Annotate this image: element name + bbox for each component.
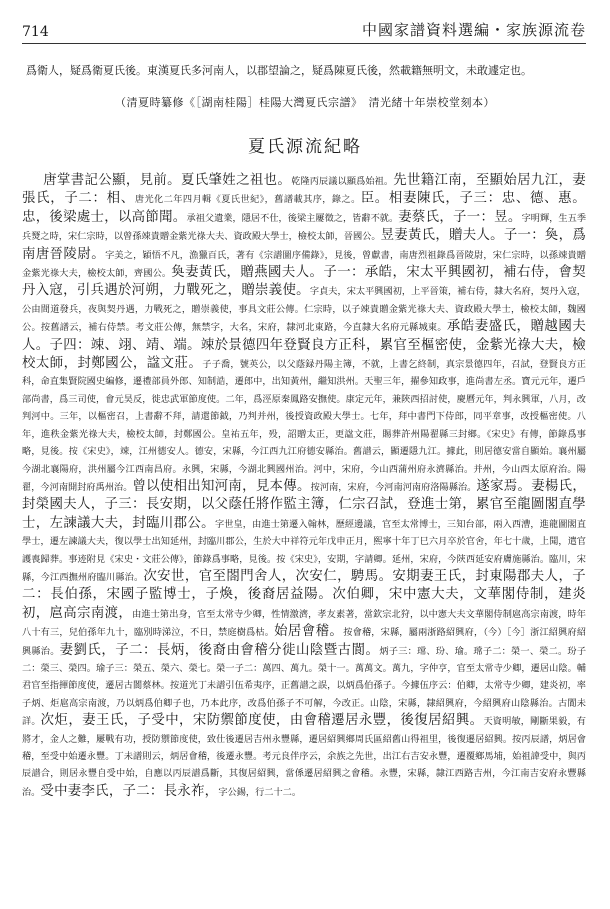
main-text-run: 次炬，妻王氏，子受中，宋防禦節度使，由會稽遷居永豐，後復居紹興。 <box>40 713 484 729</box>
annotation-text-run: 字美之，穎悟不凡，漁獵百氏，著有《宗譜圖序備錄》，見後，曾獻書，南唐烈祖錄爲晉陵尉，宋仁宗時，以孫竦貴贈金紫光祿大夫，檢校太師，齊國公。 <box>22 249 586 280</box>
annotation-text-run: 按會稽，宋縣，屬兩浙路紹興府，（今）［今］浙江紹興府紹興縣治。 <box>22 627 586 657</box>
annotation-text-run: 字公錫，行二十二。 <box>218 786 302 798</box>
annotation-text-run: 乾隆丙辰議以顯爲始祖。 <box>291 176 394 187</box>
annotation-text-run: 唐光化二年四月輯《夏氏世紀》，舊譜載其序，錄之。 <box>134 194 361 206</box>
main-text-run: 妻蔡氏，子一：昱。 <box>398 209 522 225</box>
section-title: 夏氏源流紀略 <box>248 137 362 157</box>
main-text-run: 唐掌書記公顯，見前。夏氏肇姓之祖也。 <box>43 173 292 188</box>
running-title: 中國家譜資料選編・家族源流卷 <box>361 21 586 39</box>
main-text-run: 次安世，官至閤門舍人，次安仁，騁馬。安期妻王氏，封東陽郡夫人，子二：長伯孫，宋國子監博士，子煥，後裔居益陽。次伯卿，宋中憲大夫，文華閣侍制，建炎初，扈高宗南渡， <box>22 568 586 621</box>
main-text-run: 臣。相妻陳氏，子三：忠、德、惠。忠，後梁處士，以高節聞。 <box>22 191 586 225</box>
annotation-text-run: 炳子三：瑺、玢、瑜。瑺子二：榮一、榮二。玢子二：榮三、榮四。瑜子三：榮五、榮六、榮七。榮一子二：萬四、萬九。榮十一。萬萬文。萬九，字仲亨，官至太常寺少卿，遷居山陰。輔君官至指揮節度使，遷居古閬蔡林。按道光丁未譜引伍希夷序，正舊譜之誤，以炳爲伯孫子。今據伍序云：伯卿，太常寺少卿，建炎初，率子炳、炬扈高宗南渡，乃以炳爲伯卿子也，乃本此序，改爲伯孫子不可解，今改正。山陰，宋縣，隸紹興府，今紹興府山陰縣治。古閬未詳。 <box>22 645 586 728</box>
annotation-text-run: 天資明敏，剛斷果毅，有將才，金人之難，屢戰有功，授防禦節度使，致仕後遷居吉州永豐縣，遷居紹興鄉周氏區紹舊山得祖里，後復遷居紹興。按丙辰譜，炳居會稽，至受中始遷永豐。丁未譜則云，炳居會稽，後遷永豐。考元良伴序云，余族之先世，出江右吉安永豐，遷覆鄉馬埔，始祖諱受中，與丙辰譜合，則居永豐自受中始，自應以丙辰譜爲斷，其復居紹興，當係遷居紹興之會稽。永豐，宋縣，隸江西路吉州，今江南吉安府永豐縣治。 <box>22 716 586 798</box>
intro-paragraph: 爲衛人，疑爲衛夏氏後。東漢夏氏多河南人，以郡望論之，疑爲陳夏氏後，然載籍無明文，未敢遽定也。 <box>26 64 532 77</box>
annotation-text-run: 字貞夫，宋太平興國初，上平晉策，補右侍，隸大名府，契丹入寇，公由間道發兵，夜與契丹遇，力戰死之，贈崇義使，事具文莊公傳。仁宗時，以子竦貴贈金紫光祿大夫、資政殿大學士，檢校太師，魏國公。按舊譜云，補右侍禁。考文莊公傳，無禁字，大名，宋府，隸河北東路，今直隸大名府元縣城東。 <box>22 286 586 334</box>
annotation-text-run: 由進士第出身，官至太常寺少卿，性情激濟，孝友素著，當欽宗北狩，以中憲大夫文華閣侍制扈高宗南渡，時年八十有三，兒伯孫年九十，臨別時涕泣，不日，禁庭樹爲枯。 <box>22 608 586 639</box>
main-text-run: 妻劉氏，子二：長炳，後裔由會稽分徙山陰暨古閬。 <box>59 642 380 658</box>
annotation-text-run: 按河南，宋府，今河南河南府洛陽縣治。 <box>310 481 477 493</box>
main-text-run: 承皓妻盛氏，贈越國夫人。子四：竦、翊、靖、端。竦於景德四年登賢良方正科，累官至樞密使，金紫光祿大夫，檢校太師，封鄭國公，諡文莊。 <box>22 319 586 372</box>
annotation-text-run: 字世皇，由進士第遷入翰林，歷經邊議，官至太常博士，三知台部，兩入西漕，進龍圖閣直學士，遷左諫議大夫，復以學士出知延州，封臨川郡公，生於大中祥符元年戊申正月，熙寧十年丁巳六月卒於官舍，年七十歲，上聞，遣官護喪歸葬。事迹附見《宋史・文莊公傳》，節錄爲事略，見後。按《宋史》，安期，字請卿。延州，宋府，今陝西延安府膚施縣治。臨川，宋縣，今江西撫州府臨川縣治。 <box>22 518 586 583</box>
main-text-run: 曾以使相出知河南，見本傳。 <box>132 478 311 494</box>
page-header <box>22 16 586 44</box>
main-text-run: 奐妻黃氏，贈燕國夫人。子一：承皓，宋太平興國初，補右侍，會契丹入寇，引兵遇於河朔，力戰死之，贈崇義使。 <box>22 265 586 299</box>
main-text-run: 昱妻黃氏，贈夫人。子一：奐，爲南唐晉陵尉。 <box>22 228 586 262</box>
main-text-run: 始居會稽。 <box>274 624 344 640</box>
main-text-run: 先世籍江南，至顯始居九江，妻張氏，子二：相、 <box>22 173 586 207</box>
main-text-run: 遂家焉。妻楊氏，封榮國夫人，子三：長安期，以父蔭任將作監主簿，仁宗召試，登進士第，累官至龍圖閣直學士，左諫議大夫，封臨川郡公。 <box>22 478 586 531</box>
annotation-text-run: 子子喬，號英公，以父蔭録丹陽主簿，不就，上書乞終制，真宗景德四年，召試，登賢良方正科，命直集賢院國史編修，遷禮部員外郎、知制誥，遷郎中，出知黃州，繼知洪州。天聖三年，擢參知政事，進尚書左丞。寶元元年，遷戶部尚書，爲三司使，會元昊反，徙忠武軍節度使。二年，爲涇原秦鳳路安撫使。康定元年，兼陝西招討使，慶曆元年，判永興軍，八月，改判河中。三年，以樞密召，上書辭不拜，請還節鉞，乃判并州，後授資政殿大學士。七年，拜中書門下侍郎，同平章事，改授樞密使。八年，進秩金紫光祿大夫，檢校太師，封鄭國公。皇祐五年，殁，詔贈太正，更諡文莊，賜葬許州陽翟縣三封鄉。《宋史》有傳，節錄爲事略，見後。按《宋史》，竦，江州德安人。德安，宋縣，今江西九江府德安縣治。舊譜云，顯遷隱九江。據此，則居德安當自顯始。襄州屬今湖北襄陽府，洪州屬今江西南昌府。永興，宋縣，今湖北興國州治。河中，宋府，今山西蒲州府永濟縣治。并州，今山西太原府治。陽翟，今河南開封府禹州治。 <box>22 359 586 493</box>
source-citation: （清夏時纂修《［湖南桂陽］桂陽大灣夏氏宗譜》 清光緒十年崇校堂刻本） <box>115 96 495 109</box>
annotation-text-run: 承祖父遺業，隱居不仕，後梁主屢徵之，皆辭不就。 <box>186 212 399 224</box>
main-text-run: 受中妻李氏，子二：長永祚， <box>40 783 219 799</box>
body-paragraph <box>22 172 586 801</box>
main-text <box>22 172 586 897</box>
page-number: 714 <box>22 24 49 40</box>
annotation-text-run: 字明輝，生五季兵燹之時，宋仁宗時，以曾孫竦貴贈金紫光祿大夫、資政殿大學士，檢校太師，晉國公。 <box>22 212 586 243</box>
